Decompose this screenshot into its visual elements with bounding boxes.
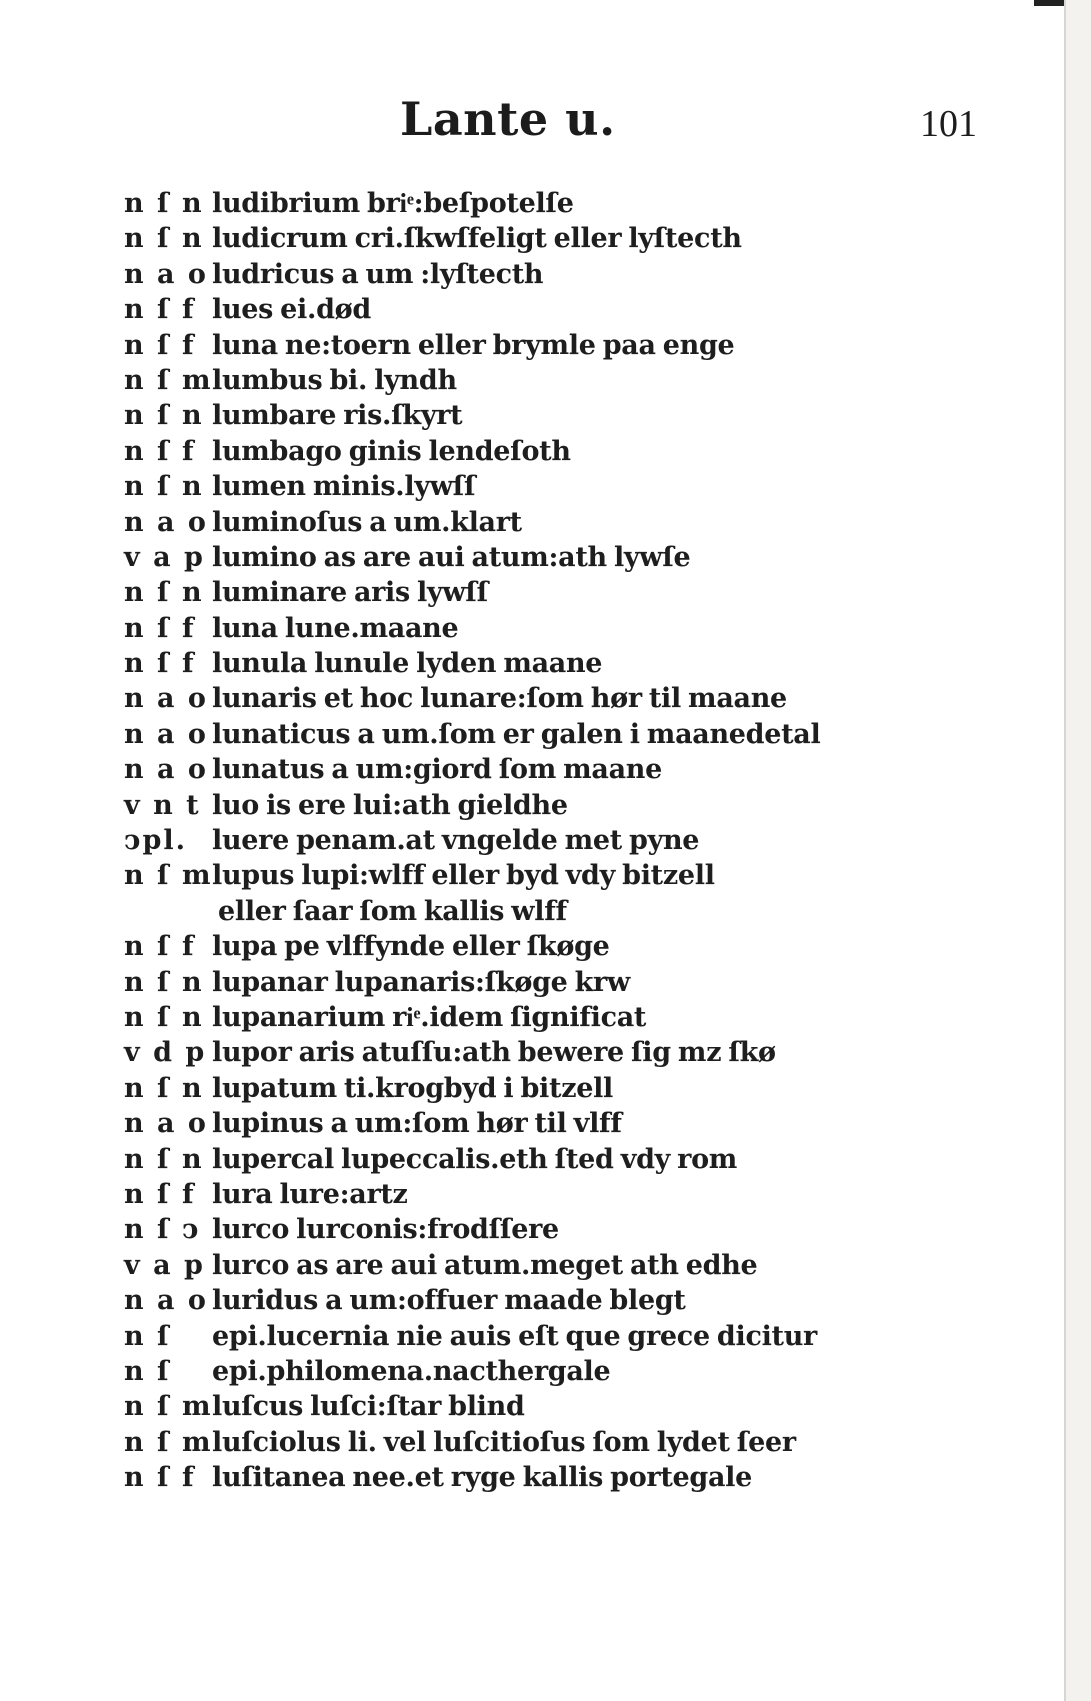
grammar-code: n ſ f [124,612,196,644]
entry-text: lues ei.død [212,294,371,326]
dictionary-entry [124,365,1024,400]
grammar-code: n ſ ↄ [124,1214,201,1246]
entry-text: lumbare ris.ſkyrt [212,400,463,432]
entry-text: lunatus a um:giord ſom maane [212,754,662,786]
grammar-code: ↄpl. [124,825,187,857]
grammar-code: n ſ f [124,931,196,963]
dictionary-entry [124,542,1024,577]
grammar-code: n ſ n [124,188,204,219]
dictionary-entry [124,259,1024,294]
entry-text: epi.lucernia nie auis eſt que grece dicitur [212,1320,817,1352]
grammar-code: n ſ n [124,1143,204,1175]
dictionary-entries [124,188,1024,1497]
entry-text: eller ſaar ſom kallis wlff [218,895,567,927]
entry-text: lunaris et hoc lunare:ſom hør til maane [212,683,787,715]
dictionary-entry [124,754,1024,789]
dictionary-entry [124,1356,1024,1391]
entry-text: lupor aris atuſſu:ath bewere ſig mz ſkø [212,1037,776,1069]
entry-text: lumbus bi. lyndh [212,364,457,396]
dictionary-entry [124,223,1024,258]
dictionary-entry [124,188,1024,223]
dictionary-entry [124,577,1024,612]
entry-text: lupinus a um:ſom hør til vlff [212,1108,622,1140]
grammar-code: n ſ f [124,1462,196,1494]
dictionary-entry [124,1002,1024,1037]
entry-text: ludicrum cri.ſkwſfeligt eller lyſtecth [212,223,742,255]
entry-text: luo is ere lui:ath gieldhe [212,789,568,821]
dictionary-entry [124,719,1024,754]
grammar-code: n a o [124,506,208,538]
dictionary-entry [124,1285,1024,1320]
dictionary-entry [124,613,1024,648]
entry-text: luridus a um:offuer maade blegt [212,1285,686,1317]
entry-text: lupus lupi:wlff eller byd vdy bitzell [212,860,715,892]
entry-text: lunula lunule lyden maane [212,648,603,680]
entry-text: lumbago ginis lendeſoth [212,435,571,467]
entry-text: ludricus a um :lyſtecth [212,258,544,290]
grammar-code: n a o [124,258,208,290]
entry-text: luminoſus a um.klart [212,506,522,538]
entry-text: luminare aris lywſſ [212,577,488,609]
dictionary-entry [124,436,1024,471]
entry-text: epi.philomena.nacthergale [212,1355,611,1387]
entry-text: lurco lurconis:frodſſere [212,1214,559,1246]
grammar-code: n ſ [124,1355,171,1387]
dictionary-entry-continuation [124,896,1024,931]
grammar-code: n ſ f [124,648,196,680]
dictionary-entry [124,683,1024,718]
dictionary-entry [124,1037,1024,1072]
grammar-code: n a o [124,718,208,750]
dictionary-entry [124,790,1024,825]
entry-text: ludibrium briͤ:beſpotelſe [212,188,574,219]
dictionary-entry [124,931,1024,966]
dictionary-entry [124,1250,1024,1285]
grammar-code: n a o [124,683,208,715]
dictionary-entry [124,825,1024,860]
grammar-code: v a p [124,541,205,573]
entry-text: lupa pe vlffynde eller ſkøge [212,931,610,963]
grammar-code: n a o [124,754,208,786]
dictionary-entry [124,471,1024,506]
dictionary-entry [124,1427,1024,1462]
dictionary-entry [124,860,1024,895]
grammar-code: n ſ m [124,364,213,396]
grammar-code: n ſ f [124,329,196,361]
grammar-code: n a o [124,1108,208,1140]
dictionary-entry [124,330,1024,365]
grammar-code: v a p [124,1249,205,1281]
grammar-code: n ſ [124,1320,171,1352]
grammar-code: n ſ n [124,1072,204,1104]
dictionary-entry [124,1462,1024,1497]
grammar-code: n ſ n [124,1001,204,1033]
dictionary-entry [124,294,1024,329]
running-head: Lante u. [400,92,616,146]
entry-text: lumino as are aui atum:ath lywſe [212,541,691,573]
grammar-code: v n t [124,789,201,821]
dictionary-entry [124,507,1024,542]
grammar-code: n ſ m [124,1391,213,1423]
grammar-code: n ſ f [124,1178,196,1210]
dictionary-entry [124,967,1024,1002]
dictionary-entry [124,1144,1024,1179]
dictionary-entry [124,1391,1024,1426]
entry-text: lunaticus a um.ſom er galen i maanedetal [212,718,821,750]
dictionary-entry [124,1073,1024,1108]
dictionary-entry [124,648,1024,683]
page-number: 101 [920,103,977,145]
grammar-code: n ſ m [124,860,213,892]
page-header [0,92,1066,162]
grammar-code: n ſ n [124,223,204,255]
grammar-code: n ſ n [124,577,204,609]
entry-text: lurco as are aui atum.meget ath edhe [212,1249,758,1281]
entry-text: lupercal lupeccalis.eth ſted vdy rom [212,1143,738,1175]
entry-text: luſciolus li. vel luſcitioſus ſom lydet ſeer [212,1426,796,1458]
dictionary-entry [124,400,1024,435]
entry-text: lupanar lupanaris:ſkøge krw [212,966,630,998]
entry-text: luſcus luſci:ſtar blind [212,1391,525,1423]
grammar-code: v d p [124,1037,207,1069]
entry-text: lupatum ti.krogbyd i bitzell [212,1072,614,1104]
grammar-code: n ſ n [124,966,204,998]
entry-text: lupanarium riͤ.idem ſignificat [212,1001,647,1033]
grammar-code: n ſ f [124,294,196,326]
entry-text: luna ne:toern eller brymle paa enge [212,329,735,361]
dictionary-entry [124,1108,1024,1143]
dictionary-entry [124,1214,1024,1249]
entry-text: lura lure:artz [212,1178,408,1210]
entry-text: luſitanea nee.et ryge kallis portegale [212,1462,752,1494]
grammar-code: n ſ n [124,471,204,503]
grammar-code: n ſ m [124,1426,213,1458]
dictionary-entry [124,1179,1024,1214]
scan-edge-mark [1034,0,1064,6]
grammar-code: n ſ f [124,435,196,467]
grammar-code: n ſ n [124,400,204,432]
entry-text: luna lune.maane [212,612,459,644]
grammar-code: n a o [124,1285,208,1317]
dictionary-entry [124,1321,1024,1356]
entry-text: luere penam.at vngelde met pyne [212,825,700,857]
entry-text: lumen minis.lywſſ [212,471,476,503]
